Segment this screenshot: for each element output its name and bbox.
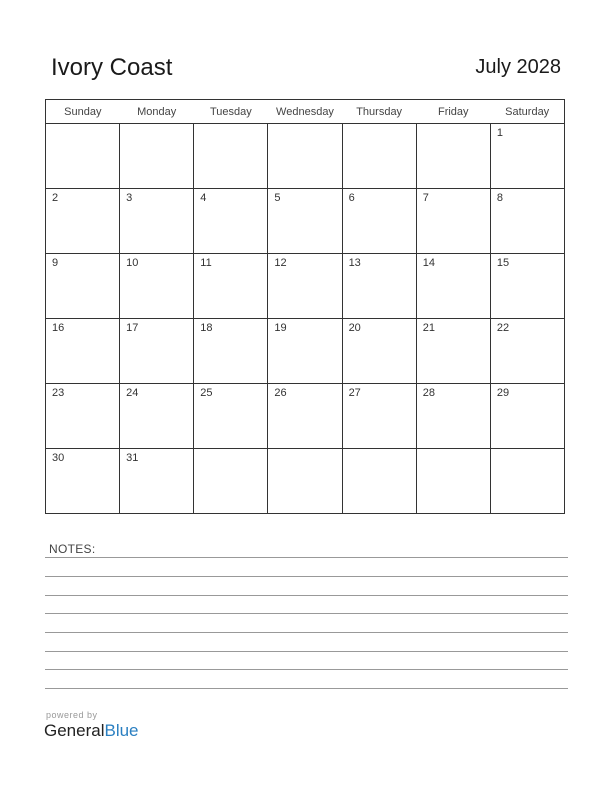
day-cell [120, 254, 194, 319]
day-cell [194, 189, 268, 254]
day-cell [342, 254, 416, 319]
day-cell [416, 124, 490, 189]
day-number: 31 [126, 452, 139, 464]
day-cell [194, 124, 268, 189]
note-line [45, 669, 568, 670]
note-line [45, 632, 568, 633]
week-row [46, 384, 565, 449]
day-cell [194, 319, 268, 384]
day-cell [46, 319, 120, 384]
day-number [417, 449, 490, 452]
day-number [491, 449, 564, 452]
brand-logo [44, 721, 139, 741]
weekday-label: Friday [416, 100, 490, 124]
day-number: 21 [422, 322, 435, 334]
day-number: 12 [274, 257, 287, 269]
day-number [343, 449, 416, 452]
day-number: 11 [200, 257, 212, 269]
day-number: 6 [348, 192, 355, 204]
day-cell [342, 384, 416, 449]
day-cell [268, 449, 342, 514]
day-cell [490, 189, 564, 254]
day-number [120, 124, 193, 127]
week-row [46, 124, 565, 189]
day-number: 19 [274, 322, 287, 334]
day-cell [194, 254, 268, 319]
month-year-title: July 2028 [475, 56, 561, 78]
weekday-label: Monday [120, 100, 194, 124]
day-cell [342, 124, 416, 189]
day-number [268, 449, 341, 452]
day-cell [120, 189, 194, 254]
day-number: 14 [422, 257, 435, 269]
day-number [417, 124, 490, 127]
note-line [45, 557, 568, 558]
day-cell [416, 189, 490, 254]
day-number: 9 [52, 257, 59, 269]
powered-by-text: powered by [46, 710, 98, 720]
day-cell [268, 254, 342, 319]
day-number: 20 [348, 322, 361, 334]
day-cell [416, 384, 490, 449]
day-number: 28 [422, 387, 435, 399]
day-cell [46, 449, 120, 514]
day-number: 15 [496, 257, 510, 269]
calendar-grid [45, 99, 565, 514]
day-cell [342, 319, 416, 384]
day-cell [268, 189, 342, 254]
weekday-label: Sunday [46, 100, 120, 124]
day-cell [416, 254, 490, 319]
day-cell [490, 449, 564, 514]
day-cell [342, 449, 416, 514]
day-number: 10 [126, 257, 139, 269]
day-number [343, 124, 416, 127]
weekday-label: Thursday [342, 100, 416, 124]
day-cell [120, 384, 194, 449]
day-number: 30 [52, 452, 65, 464]
day-number: 7 [422, 192, 429, 204]
day-number: 4 [200, 192, 207, 204]
day-number: 2 [52, 192, 59, 204]
day-cell [46, 254, 120, 319]
day-number [194, 449, 267, 452]
notes-label: NOTES: [49, 542, 96, 556]
brand-name-part2: Blue [104, 721, 139, 740]
week-row [46, 449, 565, 514]
day-cell [490, 254, 564, 319]
day-number [268, 124, 341, 127]
day-cell [194, 384, 268, 449]
note-line [45, 576, 568, 577]
weekday-label: Wednesday [268, 100, 342, 124]
note-line [45, 651, 568, 652]
day-number: 17 [126, 322, 139, 334]
note-line [45, 688, 568, 689]
day-cell [490, 384, 564, 449]
day-cell [46, 189, 120, 254]
day-cell [46, 124, 120, 189]
day-cell [416, 449, 490, 514]
week-row [46, 319, 565, 384]
day-number: 1 [496, 127, 503, 139]
day-number: 13 [348, 257, 361, 269]
country-title: Ivory Coast [51, 54, 173, 81]
weekday-header-row [46, 100, 565, 124]
brand-name-part1: General [44, 721, 105, 740]
note-line [45, 595, 568, 596]
day-cell [416, 319, 490, 384]
day-number: 27 [348, 387, 361, 399]
weekday-label: Tuesday [194, 100, 268, 124]
day-cell [120, 319, 194, 384]
day-number: 22 [496, 322, 510, 334]
day-number: 5 [274, 192, 281, 204]
day-number: 29 [496, 387, 510, 399]
note-line [45, 613, 568, 614]
day-cell [120, 124, 194, 189]
day-number: 3 [126, 192, 133, 204]
day-number: 26 [274, 387, 287, 399]
week-row [46, 254, 565, 319]
day-cell [490, 124, 564, 189]
day-number: 23 [52, 387, 65, 399]
day-number: 8 [496, 192, 503, 204]
day-number [194, 124, 267, 127]
day-cell [268, 319, 342, 384]
day-cell [490, 319, 564, 384]
day-cell [342, 189, 416, 254]
day-number: 18 [200, 322, 213, 334]
day-number [46, 124, 119, 127]
day-cell [268, 384, 342, 449]
day-number: 16 [52, 322, 65, 334]
day-cell [268, 124, 342, 189]
day-cell [194, 449, 268, 514]
day-cell [120, 449, 194, 514]
weekday-label: Saturday [490, 100, 564, 124]
day-number: 25 [200, 387, 213, 399]
day-number: 24 [126, 387, 139, 399]
day-cell [46, 384, 120, 449]
week-row [46, 189, 565, 254]
